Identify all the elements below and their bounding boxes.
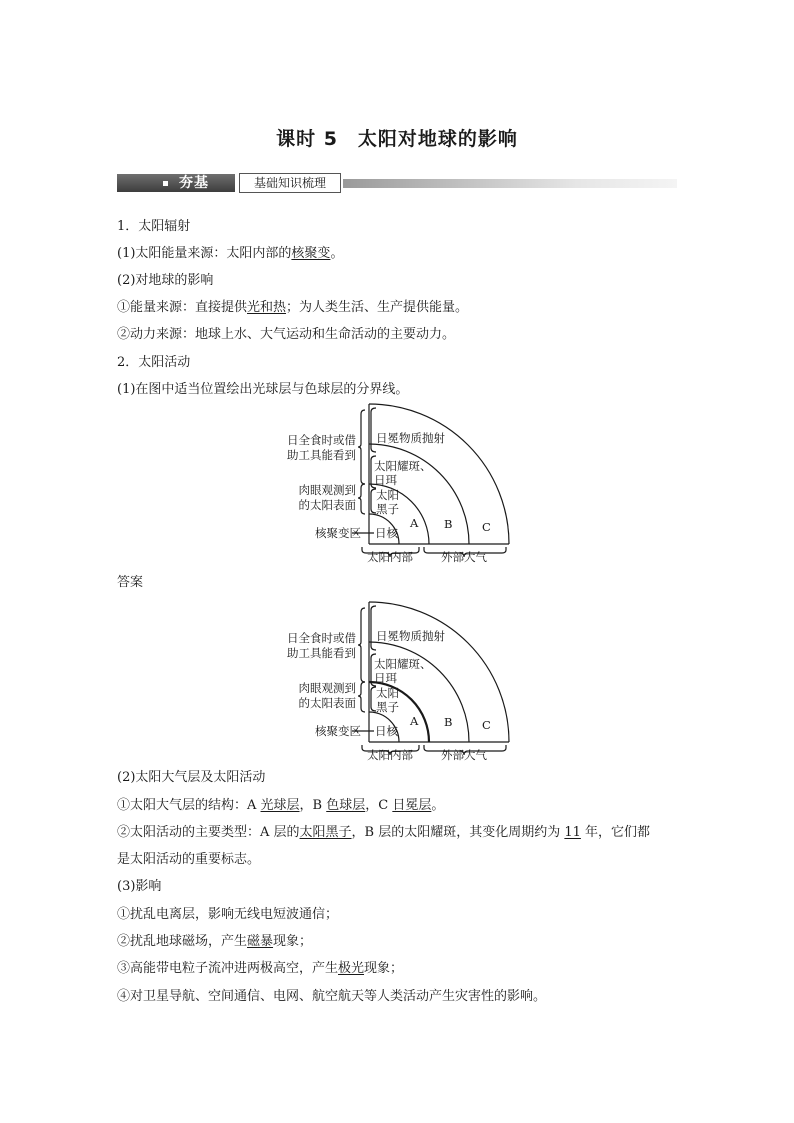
layer-a: A xyxy=(410,714,419,728)
activity-types-line-cont: 是太阳活动的重要标志。 xyxy=(117,852,261,867)
label-sunspot: 黑子 xyxy=(376,700,399,714)
impact-aurora: ③高能带电粒子流冲进两极高空，产生极光现象； xyxy=(117,961,404,976)
power-source-line: ②动力来源：地球上水、大气运动和生命活动的主要动力。 xyxy=(117,327,456,342)
label-visible-with-tools-1: 日全食时或借 xyxy=(287,631,356,645)
label-cme: 日冕物质抛射 xyxy=(376,629,445,643)
answer-period: 11 xyxy=(564,825,581,840)
sun-structure-diagram xyxy=(252,400,512,568)
page-title: 课时 5 太阳对地球的影响 xyxy=(276,128,518,150)
heading-solar-activity: 2．太阳活动 xyxy=(117,355,191,370)
label-flare: 太阳耀斑、 xyxy=(374,657,432,671)
answer-aurora: 极光 xyxy=(338,961,365,976)
label-naked-eye-1: 肉眼观测到 xyxy=(298,681,356,695)
answer-sunspot: 太阳黑子 xyxy=(299,825,352,840)
label-visible-with-tools-2: 助工具能看到 xyxy=(287,448,356,462)
label-outer-atmosphere: 外部大气 xyxy=(441,550,487,564)
answer-light-heat: 光和热 xyxy=(247,300,287,315)
impact-ionosphere: ①扰乱电离层，影响无线电短波通信； xyxy=(117,907,339,922)
label-prominence: 日珥 xyxy=(374,473,397,487)
impact-heading: (2)对地球的影响 xyxy=(117,273,214,288)
impact-human-activities: ④对卫星导航、空间通信、电网、航空航天等人类活动产生灾害性的影响。 xyxy=(117,989,547,1004)
label-prominence: 日珥 xyxy=(374,671,397,685)
banner-tag xyxy=(117,174,235,192)
sun-structure-answer-diagram xyxy=(252,598,512,766)
label-naked-eye-2: 的太阳表面 xyxy=(298,498,356,512)
banner-tag-text: 夯基 xyxy=(179,175,209,191)
impact-heading-2: (3)影响 xyxy=(117,879,162,894)
square-bullet-icon xyxy=(163,181,168,186)
label-flare: 太阳耀斑、 xyxy=(374,459,432,473)
energy-supply-line: ①能量来源：直接提供光和热；为人类生活、生产提供能量。 xyxy=(117,300,469,315)
layer-b: B xyxy=(444,517,453,531)
label-fusion-zone: 核聚变区 xyxy=(315,724,361,738)
answer-label: 答案 xyxy=(117,575,144,590)
layer-c: C xyxy=(482,520,491,534)
label-visible-with-tools-1: 日全食时或借 xyxy=(287,433,356,447)
answer-chromosphere: 色球层 xyxy=(326,798,366,813)
atmosphere-heading: (2)太阳大气层及太阳活动 xyxy=(117,770,266,785)
heading-solar-radiation: 1．太阳辐射 xyxy=(117,219,191,234)
label-naked-eye-2: 的太阳表面 xyxy=(298,696,356,710)
label-sun: 太阳 xyxy=(376,488,399,502)
label-sunspot: 黑子 xyxy=(376,502,399,516)
impact-magnetic: ②扰乱地球磁场，产生磁暴现象； xyxy=(117,934,313,949)
answer-fusion: 核聚变 xyxy=(291,246,331,261)
label-sun: 太阳 xyxy=(376,686,399,700)
layer-a: A xyxy=(410,516,419,530)
label-sun-interior: 太阳内部 xyxy=(367,748,413,762)
label-core: 日核 xyxy=(375,526,398,540)
section-banner xyxy=(117,173,677,193)
answer-photosphere: 光球层 xyxy=(260,798,300,813)
sun-structure-svg xyxy=(252,400,512,568)
activity-types-line: ②太阳活动的主要类型：A 层的太阳黑子，B 层的太阳耀斑，其变化周期约为 11 年，它们都 xyxy=(117,825,651,840)
label-naked-eye-1: 肉眼观测到 xyxy=(298,483,356,497)
label-cme: 日冕物质抛射 xyxy=(376,431,445,445)
label-sun-interior: 太阳内部 xyxy=(367,550,413,564)
label-visible-with-tools-2: 助工具能看到 xyxy=(287,646,356,660)
label-outer-atmosphere: 外部大气 xyxy=(441,748,487,762)
banner-subtitle: 基础知识梳理 xyxy=(239,173,341,193)
sun-structure-answer-svg xyxy=(252,598,512,766)
drawing-instruction: (1)在图中适当位置绘出光球层与色球层的分界线。 xyxy=(117,382,409,397)
label-fusion-zone: 核聚变区 xyxy=(315,526,361,540)
energy-source-line: (1)太阳能量来源：太阳内部的核聚变。 xyxy=(117,246,344,261)
layer-b: B xyxy=(444,715,453,729)
banner-gradient-bar xyxy=(343,179,677,188)
atmosphere-structure-line: ①太阳大气层的结构：A 光球层，B 色球层，C 日冕层。 xyxy=(117,798,445,813)
label-core: 日核 xyxy=(375,724,398,738)
layer-c: C xyxy=(482,718,491,732)
answer-corona: 日冕层 xyxy=(392,798,432,813)
answer-magnetic-storm: 磁暴 xyxy=(247,934,274,949)
